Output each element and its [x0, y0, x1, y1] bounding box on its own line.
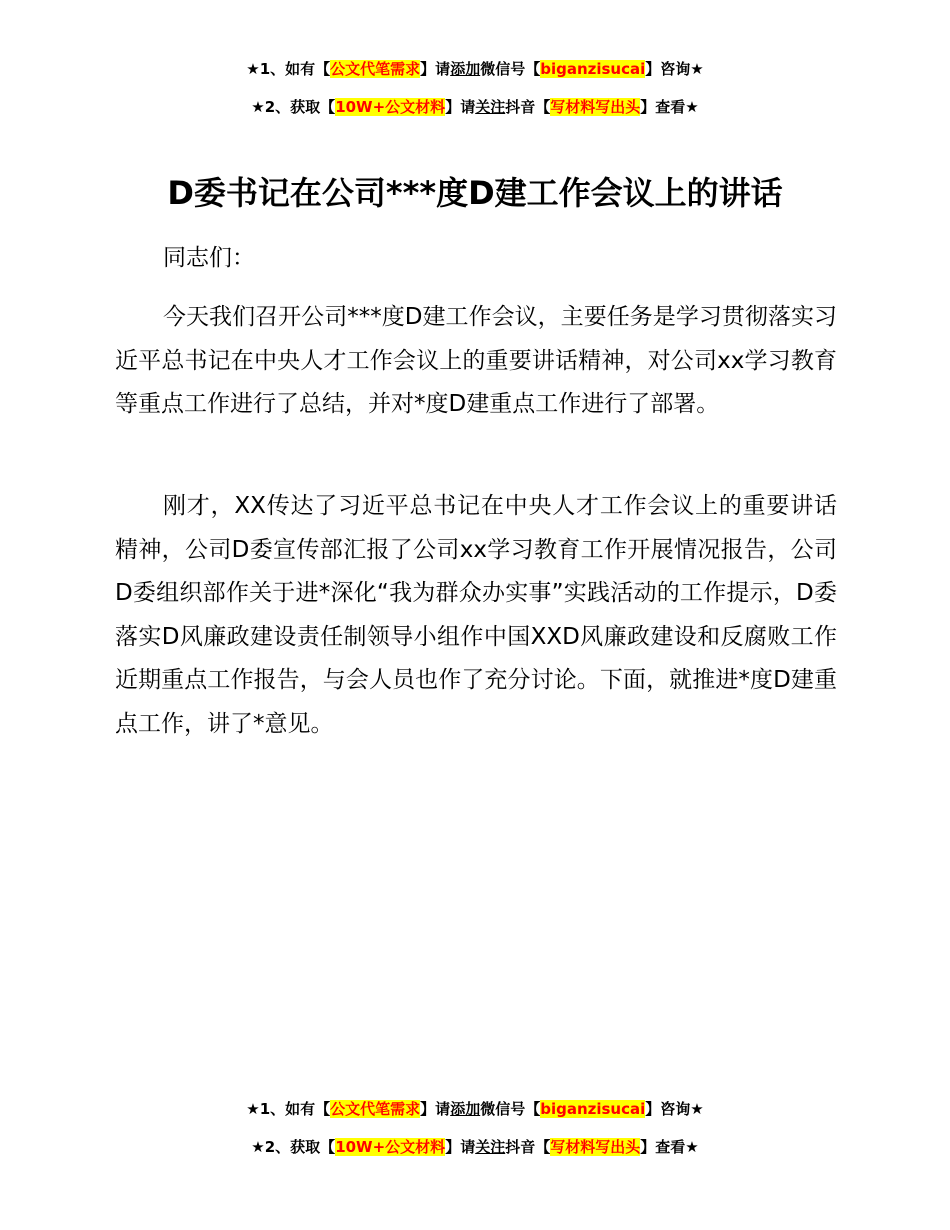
document-title: D委书记在公司***度D建工作会议上的讲话 [167, 174, 783, 212]
promo-highlight: 公文代笔需求 [330, 60, 421, 78]
header-promo-line-2 [0, 97, 950, 117]
promo-text: 】请 [420, 60, 451, 78]
promo-highlight: 10W+公文材料 [335, 98, 446, 116]
promo-text: ★2、获取【 [251, 98, 336, 116]
promo-text: ★2、获取【 [251, 1138, 336, 1156]
promo-text: 微信号【 [480, 1100, 541, 1118]
promo-highlight-douyin-id: 写材料写出头 [550, 98, 641, 116]
promo-text: ★1、如有【 [246, 1100, 331, 1118]
promo-text: 抖音【 [505, 1138, 551, 1156]
salutation: 同志们： [163, 245, 255, 271]
promo-text: 】查看★ [640, 1138, 699, 1156]
promo-underlined-text: 关注 [475, 1138, 506, 1156]
promo-text: 】请 [445, 1138, 476, 1156]
promo-highlight: 公文代笔需求 [330, 1100, 421, 1118]
promo-text: 】请 [420, 1100, 451, 1118]
promo-underlined-text: 添加 [450, 60, 481, 78]
promo-text: 】咨询★ [645, 60, 704, 78]
footer-promo-line-2 [0, 1137, 950, 1157]
promo-highlight-wechat-id: biganzisucai [540, 1100, 646, 1118]
promo-text: 微信号【 [480, 60, 541, 78]
promo-text: ★1、如有【 [246, 60, 331, 78]
promo-underlined-text: 添加 [450, 1100, 481, 1118]
promo-underlined-text: 关注 [475, 98, 506, 116]
paragraph-2: 刚才，XX传达了习近平总书记在中央人才工作会议上的重要讲话精神，公司D委宣传部汇报了公司xx学习教育工作开展情况报告，公司D委组织部作关于进*深化“我为群众办实事”实践活动的工作提示，D委落实D风廉政建设责任制领导小组作中国XXD风廉政建设和反腐败工作近期重点工作报告，与会人员也作了充分讨论。下面，就推进*度D建重点工作，讲了*意见。 [115, 493, 837, 737]
promo-text: 】查看★ [640, 98, 699, 116]
promo-text: 】咨询★ [645, 1100, 704, 1118]
footer-promo-line-1 [0, 1099, 950, 1119]
header-promo-line-1 [0, 59, 950, 79]
promo-text: 】请 [445, 98, 476, 116]
promo-highlight-douyin-id: 写材料写出头 [550, 1138, 641, 1156]
promo-text: 抖音【 [505, 98, 551, 116]
promo-highlight-wechat-id: biganzisucai [540, 60, 646, 78]
promo-highlight: 10W+公文材料 [335, 1138, 446, 1156]
paragraph-1: 今天我们召开公司***度D建工作会议，主要任务是学习贯彻落实习近平总书记在中央人才工作会议上的重要讲话精神，对公司xx学习教育等重点工作进行了总结，并对*度D建重点工作进行了部署。 [115, 304, 837, 417]
